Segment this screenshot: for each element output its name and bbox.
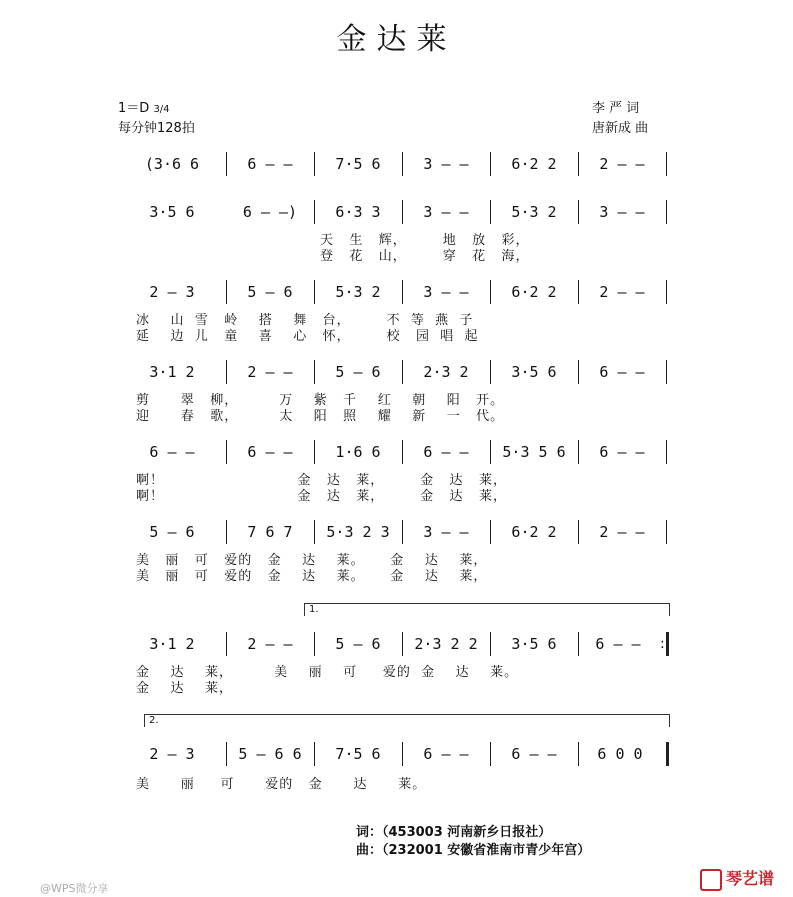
measure: 6 — — xyxy=(149,443,195,461)
measure: 6 — — xyxy=(511,745,557,763)
barline xyxy=(666,440,667,464)
measure: 3·5 6 xyxy=(511,363,557,381)
staff-row xyxy=(118,200,668,224)
measure: 6 — —) xyxy=(242,203,298,221)
measure: 7·5 6 xyxy=(335,155,381,173)
measure: 2 — 3 xyxy=(149,283,195,301)
measure: 3 — — xyxy=(423,523,469,541)
volta-label: 1. xyxy=(309,604,319,615)
composer-address: 曲：（232001 安徽省淮南市青少年宫） xyxy=(356,843,591,858)
lyric-line-1: 金 达 莱， 美 丽 可 爱的 金 达 莱。 xyxy=(136,665,519,680)
measure: 5 — 6 xyxy=(149,523,195,541)
measure: 3 — — xyxy=(423,203,469,221)
time-signature: 3/4 xyxy=(153,104,170,115)
measure: 3 — — xyxy=(423,155,469,173)
measure: (3·6 6 xyxy=(144,155,200,173)
repeat-barline xyxy=(666,632,669,656)
measure: 7 6 7 xyxy=(247,523,293,541)
volta-bracket-1 xyxy=(304,603,670,616)
barline xyxy=(666,200,667,224)
measure: 2 — 3 xyxy=(149,745,195,763)
measure: 6·2 2 xyxy=(511,523,557,541)
staff-row xyxy=(118,742,668,766)
tempo-marking: 每分钟128拍 xyxy=(118,121,195,136)
measure: 7·5 6 xyxy=(335,745,381,763)
volta-label: 2. xyxy=(149,715,159,726)
measure: 6·2 2 xyxy=(511,283,557,301)
staff-row xyxy=(118,152,668,176)
lyricist-credit: 李 严 词 xyxy=(592,101,640,116)
measure: 3 — — xyxy=(423,283,469,301)
measure: 6 — — xyxy=(423,745,469,763)
final-barline xyxy=(666,742,669,766)
measure: 6 — — xyxy=(595,635,641,653)
lyric-line-2: 迎 春 歌， 太 阳 照 耀 新 一 代。 xyxy=(136,409,505,424)
lyric-line-2: 金 达 莱， xyxy=(136,681,234,696)
measure: 2 — — xyxy=(599,523,645,541)
measure: 6 — — xyxy=(247,155,293,173)
barline xyxy=(666,152,667,176)
lyric-line-2: 延 边 儿 童 喜 心 怀， 校 园 唱 起 xyxy=(136,329,479,344)
lyric-line-1: 啊！ 金 达 莱， 金 达 莱， xyxy=(136,473,507,488)
measure: 6 — — xyxy=(599,443,645,461)
measure: 2·3 2 2 xyxy=(414,635,478,653)
measure: 5·3 2 xyxy=(335,283,381,301)
lyric-line-1: 冰 山 雪 岭 搭 舞 台， 不 等 燕 子 xyxy=(136,313,474,328)
lyric-line-2: 啊！ 金 达 莱， 金 达 莱， xyxy=(136,489,507,504)
measure: 5 — 6 xyxy=(247,283,293,301)
staff-row xyxy=(118,440,668,464)
logo-icon xyxy=(700,869,722,891)
site-logo xyxy=(700,866,774,891)
measure: 3·5 6 xyxy=(149,203,195,221)
staff-row xyxy=(118,280,668,304)
barline xyxy=(666,520,667,544)
lyric-line-1: 天 生 辉， 地 放 彩， xyxy=(320,233,530,248)
song-title: 金达莱 xyxy=(336,22,457,57)
repeat-sign: : xyxy=(660,636,665,652)
lyric-line-1: 剪 翠 柳， 万 紫 千 红 朝 阳 开。 xyxy=(136,393,505,408)
measure: 3 — — xyxy=(599,203,645,221)
measure: 2 — — xyxy=(247,363,293,381)
measure: 5·3 2 3 xyxy=(326,523,390,541)
measure: 2·3 2 xyxy=(423,363,469,381)
measure: 2 — — xyxy=(247,635,293,653)
lyric-line-1: 美 丽 可 爱的 金 达 莱。 金 达 莱， xyxy=(136,553,488,568)
barline xyxy=(666,360,667,384)
measure: 5 — 6 6 xyxy=(238,745,302,763)
volta-bracket-2 xyxy=(144,714,670,727)
composer-credit: 唐新成 曲 xyxy=(592,121,649,136)
logo-text: 琴艺谱 xyxy=(726,869,775,888)
key-label: 1＝D xyxy=(118,101,150,116)
wps-watermark: @WPS微分享 xyxy=(40,882,109,895)
measure: 6 — — xyxy=(599,363,645,381)
staff-row xyxy=(118,360,668,384)
staff-row xyxy=(118,520,668,544)
measure: 6 — — xyxy=(423,443,469,461)
measure: 3·1 2 xyxy=(149,635,195,653)
measure: 6·2 2 xyxy=(511,155,557,173)
barline xyxy=(666,280,667,304)
measure: 1·6 6 xyxy=(335,443,381,461)
measure: 2 — — xyxy=(599,155,645,173)
lyricist-address: 词：（453003 河南新乡日报社） xyxy=(356,825,552,840)
key-signature xyxy=(118,100,170,118)
measure: 5 — 6 xyxy=(335,635,381,653)
measure: 5 — 6 xyxy=(335,363,381,381)
staff-row xyxy=(118,632,668,656)
measure: 3·5 6 xyxy=(511,635,557,653)
measure: 6·3 3 xyxy=(335,203,381,221)
lyric-line-2: 登 花 山， 穿 花 海， xyxy=(320,249,530,264)
measure: 6 — — xyxy=(247,443,293,461)
measure: 5·3 2 xyxy=(511,203,557,221)
lyric-line-2: 美 丽 可 爱的 金 达 莱。 金 达 莱， xyxy=(136,569,488,584)
measure: 2 — — xyxy=(599,283,645,301)
measure: 5·3 5 6 xyxy=(502,443,566,461)
lyric-line-1: 美 丽 可 爱的 金 达 莱。 xyxy=(136,777,427,792)
measure: 6 0 0 xyxy=(597,745,643,763)
measure: 3·1 2 xyxy=(149,363,195,381)
